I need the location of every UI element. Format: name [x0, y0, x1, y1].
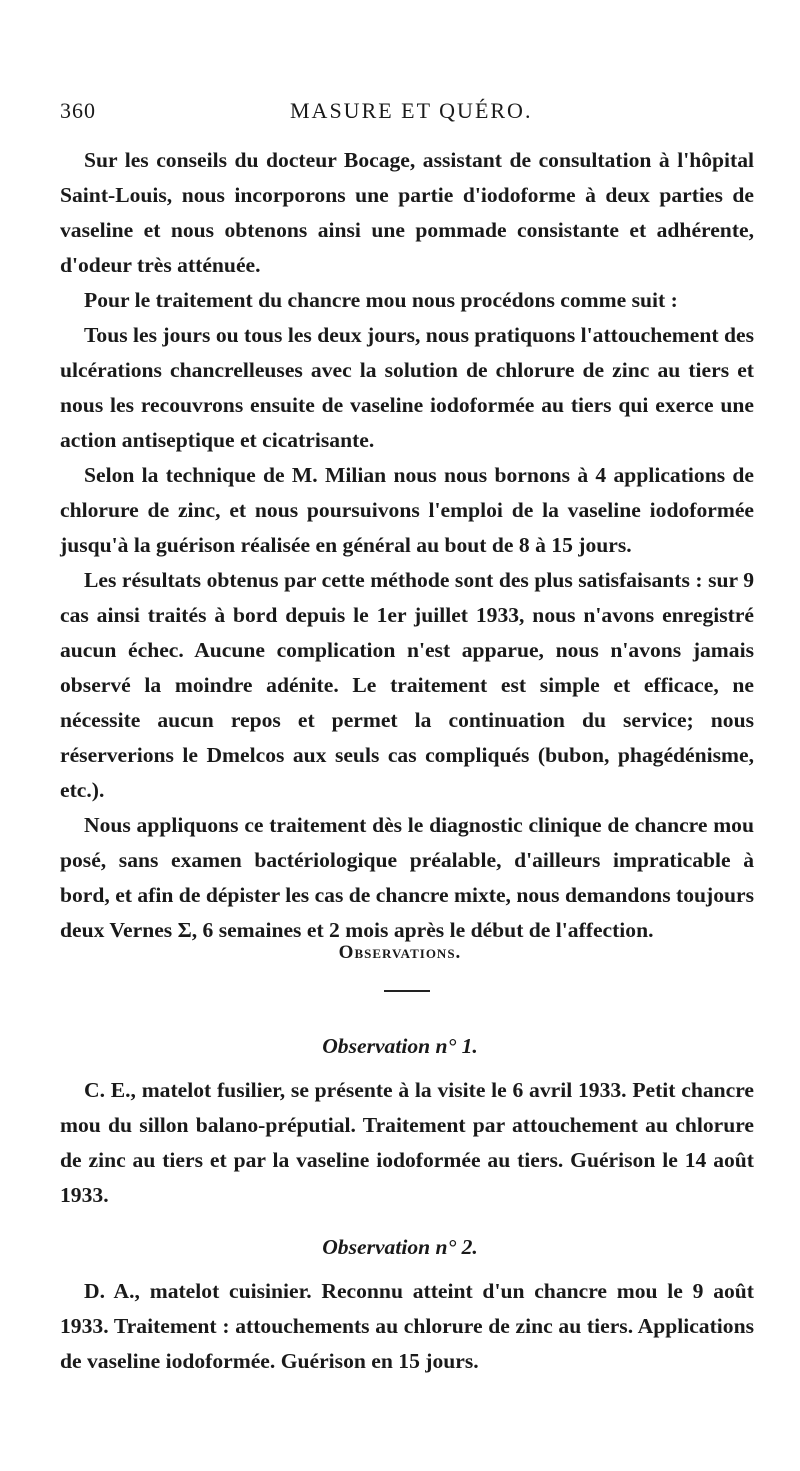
observation-title: Observation n° 2. — [322, 1235, 478, 1259]
observation-body — [60, 1073, 754, 1213]
paragraph: Selon la technique de M. Milian nous nous bornons à 4 applications de chlorure de zinc, et nous poursuivons l'emploi de la vaseline iodoformée jusqu'à la guérison réalisée en général au bout de 8 à 15 jours. — [60, 463, 754, 557]
page-number: 360 — [60, 98, 96, 123]
page-header — [60, 96, 760, 126]
observation-body — [60, 1274, 754, 1379]
paragraph: Les résultats obtenus par cette méthode sont des plus satisfaisants : sur 9 cas ainsi traités à bord depuis le 1er juillet 1933, nous n'avons enregistré aucun échec. Aucune complication n'est apparue, nous n'avons jamais observé la moindre adénite. Le traitement est simple et efficace, ne nécessite aucun repos et permet la continuation du service; nous réserverions le Dmelcos aux seuls cas compliqués (bubon, phagédénisme, etc.). — [60, 568, 754, 802]
paragraph: Sur les conseils du docteur Bocage, assistant de consultation à l'hôpital Saint-Louis, nous incorporons une partie d'iodoforme à deux parties de vaseline et nous obtenons ainsi une pommade consistante et adhérente, d'odeur très atténuée. — [60, 148, 754, 277]
observation-title: Observation n° 1. — [322, 1034, 478, 1058]
divider-rule — [384, 990, 430, 992]
paragraph: Tous les jours ou tous les deux jours, nous pratiquons l'attouchement des ulcérations chancrelleuses avec la solution de chlorure de zinc au tiers et nous les recouvrons ensuite de vaseline iodoformée au tiers qui exerce une action antiseptique et cicatrisante. — [60, 323, 754, 452]
paragraph: Nous appliquons ce traitement dès le diagnostic clinique de chancre mou posé, sans examen bactériologique préalable, d'ailleurs impraticable à bord, et afin de dépister les cas de chancre mixte, nous demandons toujours deux Vernes Σ, 6 semaines et 2 mois après le début de l'affection. — [60, 813, 754, 942]
running-title: MASURE ET QUÉRO. — [290, 98, 533, 123]
main-text — [60, 143, 754, 948]
paragraph: Pour le traitement du chancre mou nous procédons comme suit : — [84, 288, 678, 312]
observation-text: D. A., matelot cuisinier. Reconnu atteint d'un chancre mou le 9 août 1933. Traitement : attouchements au chlorure de zinc au tiers. Applications de vaseline iodoformée. Guérison en 15 jours. — [60, 1279, 754, 1373]
observation-text: C. E., matelot fusilier, se présente à la visite le 6 avril 1933. Petit chancre mou du sillon balano-préputial. Traitement par attouchement au chlorure de zinc au tiers et par la vaseline iodoformée au tiers. Guérison le 14 août 1933. — [60, 1078, 754, 1207]
section-heading: Observations. — [338, 942, 462, 963]
